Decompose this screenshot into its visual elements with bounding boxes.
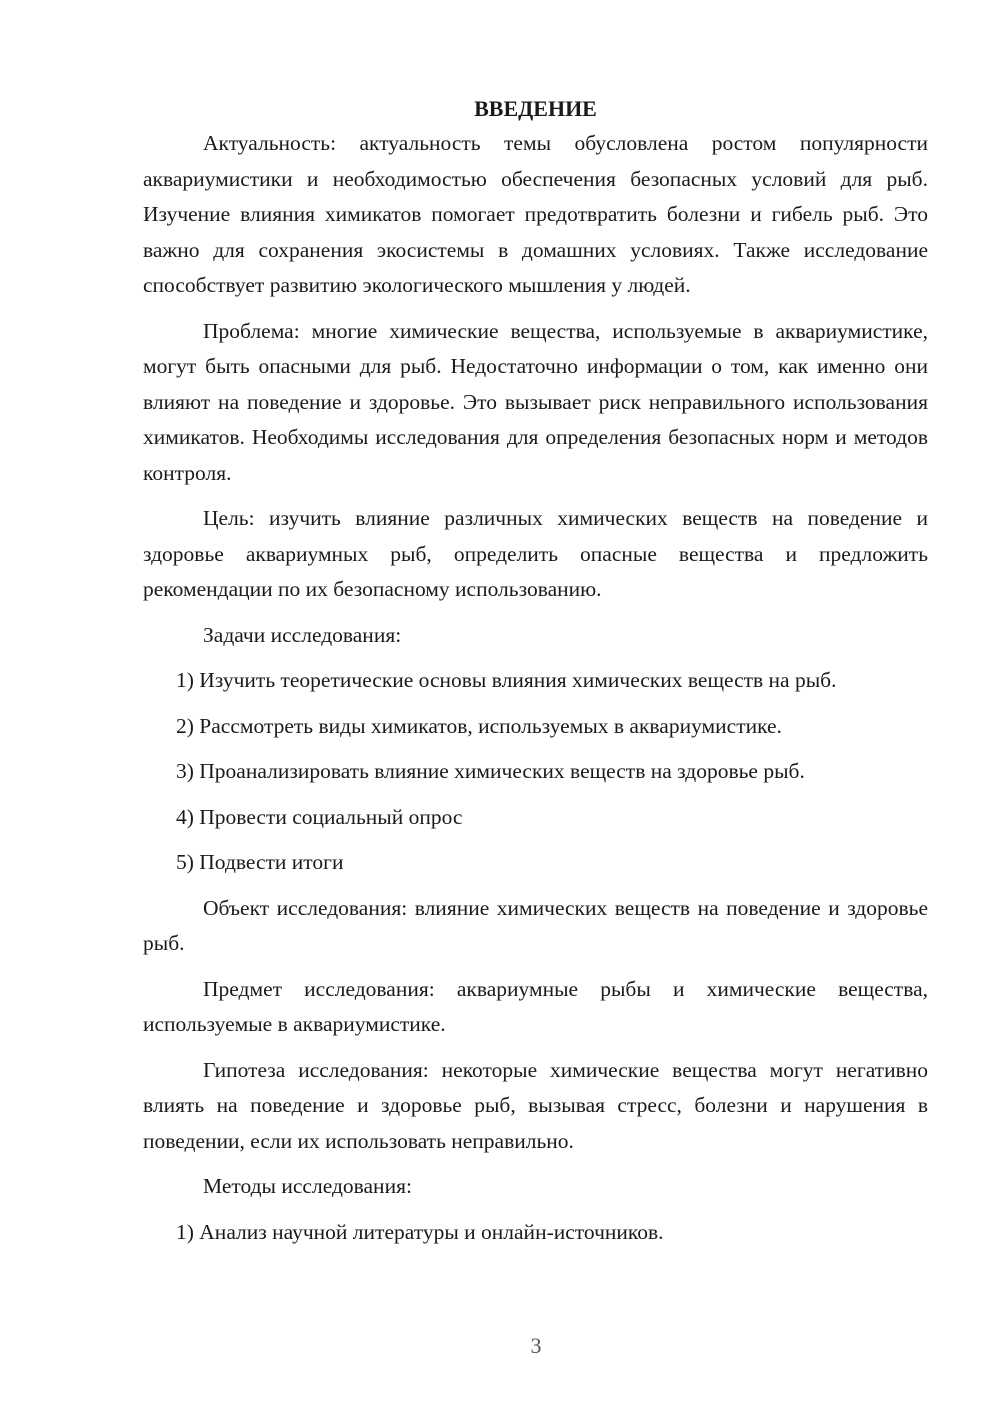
list-item: 2) Рассмотреть виды химикатов, используемых в аквариумистике.	[176, 713, 782, 738]
list-item: 1) Изучить теоретические основы влияния химических веществ на рыб.	[176, 668, 837, 692]
hypothesis-paragraph: Гипотеза исследования: некоторые химические вещества могут негативно влиять на поведение и здоровье рыб, вызывая стресс, болезни и нарушения в поведении, если их использовать неправильно.	[143, 1057, 928, 1153]
list-item: 5) Подвести итоги	[176, 850, 344, 874]
page-number: 3	[530, 1333, 542, 1358]
document-page	[143, 92, 928, 1250]
list-item: 4) Провести социальный опрос	[176, 804, 463, 829]
methods-list	[143, 1215, 928, 1251]
methods-heading: Методы исследования:	[203, 1174, 412, 1198]
list-item: 1) Анализ научной литературы и онлайн-источников.	[176, 1219, 664, 1244]
problem-paragraph: Проблема: многие химические вещества, используемые в аквариумистике, могут быть опасными для рыб. Недостаточно информации о том, как именно они влияют на поведение и здоровье. Это вызывает риск неправильного использования химикатов. Необходимы исследования для определения безопасных норм и методов контроля.	[143, 318, 928, 485]
tasks-heading: Задачи исследования:	[203, 622, 402, 647]
page-title: ВВЕДЕНИЕ	[474, 96, 597, 121]
tasks-list	[143, 663, 928, 881]
goal-paragraph: Цель: изучить влияние различных химических веществ на поведение и здоровье аквариумных рыб, определить опасные вещества и предложить рекомендации по их безопасному использованию.	[143, 506, 928, 601]
subject-paragraph: Предмет исследования: аквариумные рыбы и химические вещества, используемые в аквариумистике.	[143, 976, 928, 1036]
object-paragraph: Объект исследования: влияние химических веществ на поведение и здоровье рыб.	[143, 895, 928, 955]
list-item: 3) Проанализировать влияние химических веществ на здоровье рыб.	[176, 759, 805, 783]
relevance-paragraph: Актуальность: актуальность темы обусловлена ростом популярности аквариумистики и необходимостью обеспечения безопасных условий для рыб. Изучение влияния химикатов помогает предотвратить болезни и гибель рыб. Это важно для сохранения экосистемы в домашних условиях. Также исследование способствует развитию экологического мышления у людей.	[143, 131, 928, 297]
